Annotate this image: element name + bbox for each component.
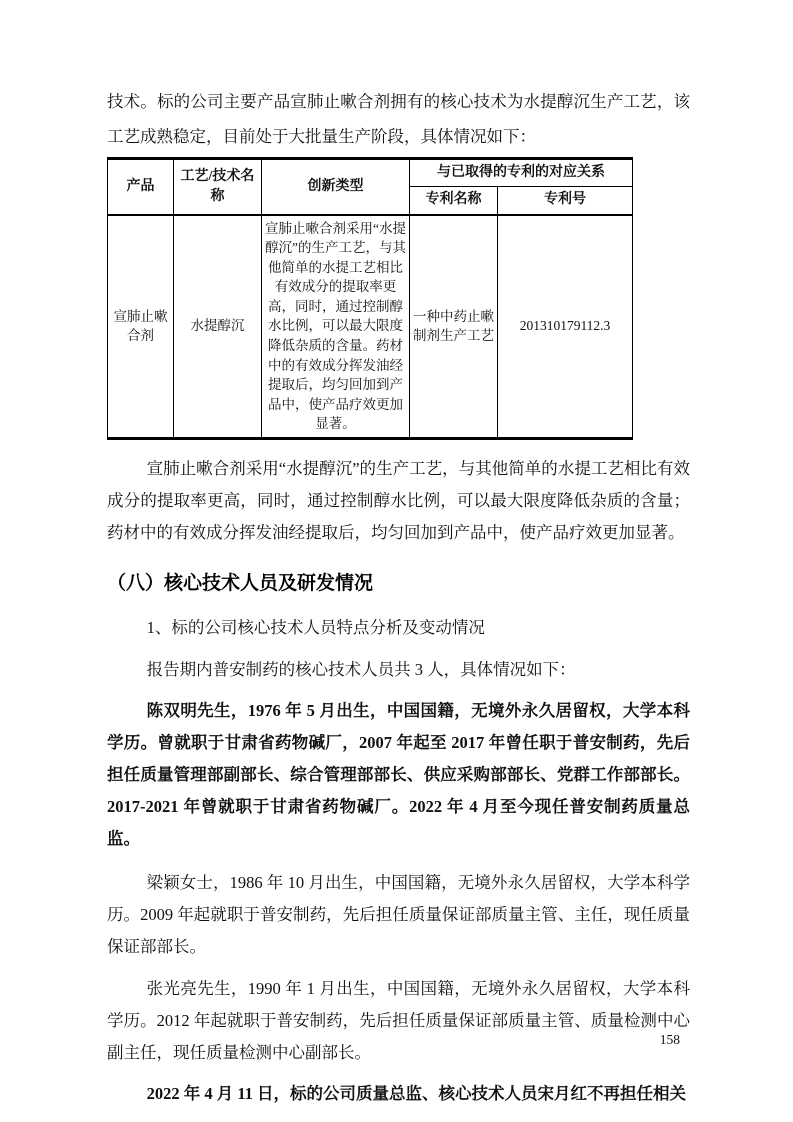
col-header-innovation: 创新类型 [262, 159, 410, 215]
table-header-row-1 [108, 159, 633, 187]
col-header-process: 工艺/技术名称 [174, 159, 262, 215]
count-paragraph: 报告期内普安制药的核心技术人员共 3 人，具体情况如下： [146, 659, 576, 679]
paragraph-chen-shuangming: 陈双明先生，1976 年 5 月出生，中国国籍，无境外永久居留权，大学本科学历。曾就职于甘肃省药物碱厂，2007 年起至 2017 年曾任职于普安制药，先后担任质量管理部副部长、综合管理部部长、供应采购部部长、党群工作部部长。2017-2021 年曾就职于甘肃省药物碱厂。2022 年 4 月至今现任普安制药质量总监。 [107, 700, 690, 848]
paragraph-liang-ying: 梁颖女士，1986 年 10 月出生，中国国籍，无境外永久居留权，大学本科学历。2009 年起就职于普安制药，先后担任质量保证部质量主管、主任，现任质量保证部部长。 [107, 872, 690, 956]
patent-tech-table [107, 157, 633, 440]
sub-heading: 1、标的公司核心技术人员特点分析及变动情况 [146, 617, 485, 637]
table-header [108, 159, 633, 215]
cell-patent-number: 201310179112.3 [498, 215, 633, 439]
paragraph-song-yuehong: 2022 年 4 月 11 日，标的公司质量总监、核心技术人员宋月红不再担任相关 [146, 1083, 687, 1103]
page-number: 158 [659, 1032, 680, 1047]
cell-process: 水提醇沉 [174, 215, 262, 439]
col-header-patent-name: 专利名称 [410, 187, 498, 215]
intro-paragraph: 技术。标的公司主要产品宣肺止嗽合剂拥有的核心技术为水提醇沉生产工艺，该工艺成熟稳定，目前处于大批量生产阶段，具体情况如下： [107, 92, 690, 146]
col-header-product: 产品 [108, 159, 174, 215]
cell-patent-name: 一种中药止嗽制剂生产工艺 [410, 215, 498, 439]
col-header-patent-number: 专利号 [498, 187, 633, 215]
summary-paragraph: 宣肺止嗽合剂采用“水提醇沉”的生产工艺，与其他简单的水提工艺相比有效成分的提取率更高，同时，通过控制醇水比例，可以最大限度降低杂质的含量；药材中的有效成分挥发油经提取后，均匀回加到产品中，使产品疗效更加显著。 [107, 458, 690, 542]
section-heading: （八）核心技术人员及研发情况 [107, 572, 374, 594]
cell-innovation: 宣肺止嗽合剂采用“水提醇沉”的生产工艺，与其他简单的水提工艺相比有效成分的提取率更高，同时，通过控制醇水比例，可以最大限度降低杂质的含量。药材中的有效成分挥发油经提取后，均匀回加到产品中，使产品疗效更加显著。 [262, 215, 410, 439]
cell-product: 宣肺止嗽合剂 [108, 215, 174, 439]
table-row [108, 215, 633, 439]
paragraph-zhang-guangliang: 张光亮先生，1990 年 1 月出生，中国国籍，无境外永久居留权，大学本科学历。2012 年起就职于普安制药，先后担任质量保证部质量主管、质量检测中心副主任，现任质量检测中心副部长。 [107, 978, 690, 1062]
col-header-patent-group: 与已取得的专利的对应关系 [410, 159, 633, 187]
